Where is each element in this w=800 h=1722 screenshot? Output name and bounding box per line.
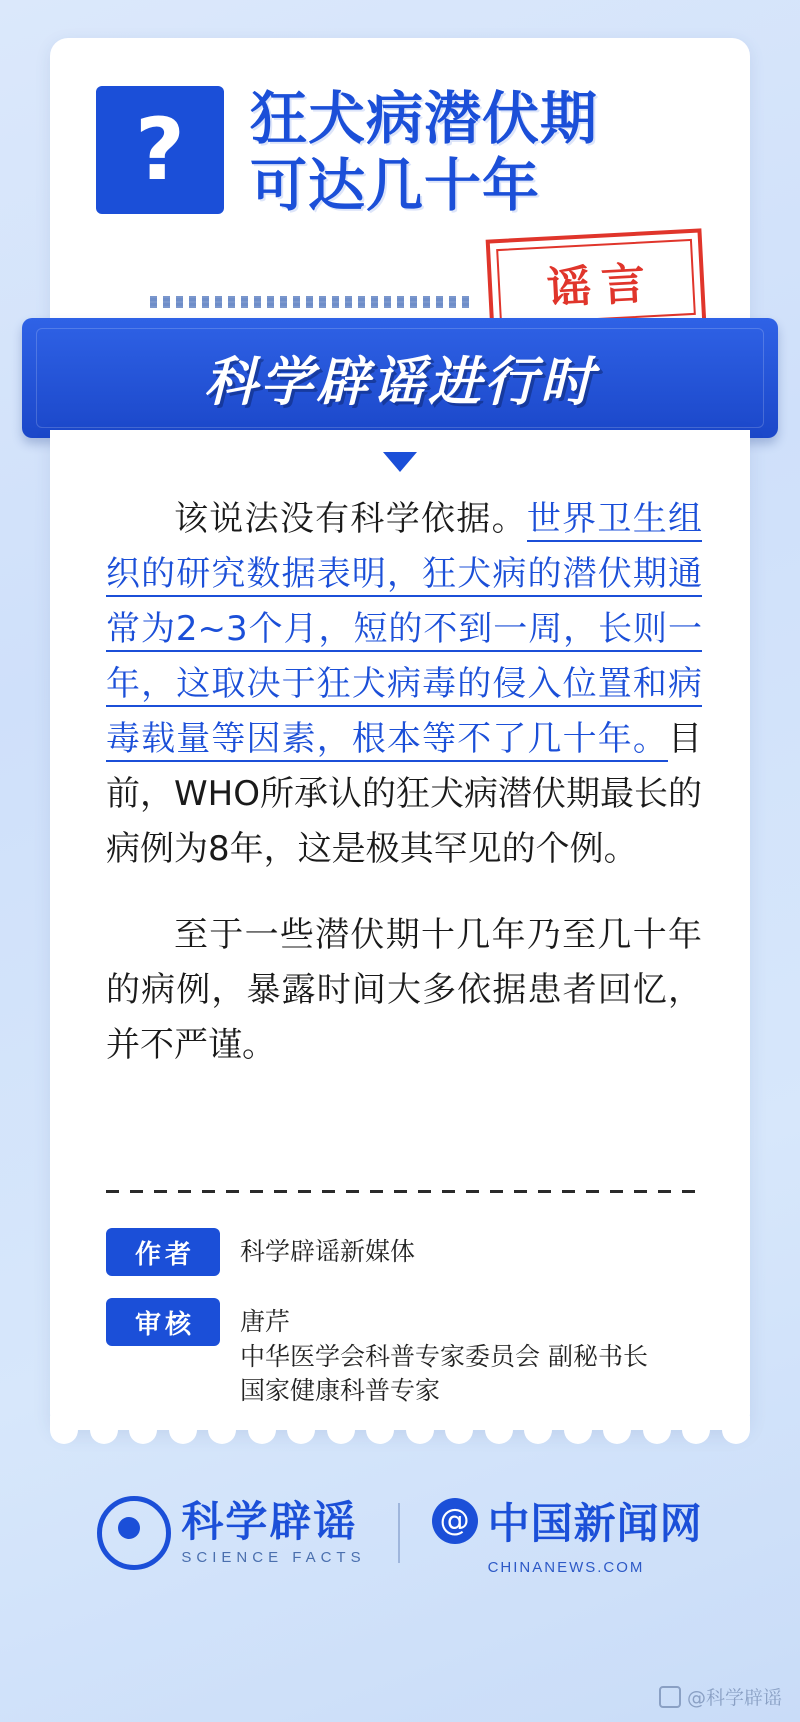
reviewer-title-1: 中华医学会科普专家委员会 副秘书长 [240, 1341, 648, 1371]
page-title-line2: 可达几十年 [250, 153, 540, 220]
banner [22, 318, 778, 438]
notch [366, 1416, 394, 1444]
notch [722, 1416, 750, 1444]
notch [208, 1416, 236, 1444]
ticket-notches [50, 1416, 750, 1444]
notch [169, 1416, 197, 1444]
header-card [50, 38, 750, 338]
triangle-down-icon [383, 452, 417, 472]
reviewer-name: 唐芹 [240, 1307, 291, 1336]
author-tag: 作者 [106, 1228, 220, 1276]
magnifier-icon [97, 1496, 171, 1570]
notch [445, 1416, 473, 1444]
notch [682, 1416, 710, 1444]
reviewer-row [106, 1298, 710, 1409]
question-mark-glyph: ? [135, 100, 185, 200]
science-facts-logo [97, 1496, 365, 1570]
at-sign-icon: @ [432, 1498, 478, 1544]
chinanews-en: CHINANEWS.COM [487, 1558, 645, 1576]
paragraph-1 [106, 492, 702, 878]
science-facts-text [181, 1497, 366, 1566]
notch [327, 1416, 355, 1444]
notch [90, 1416, 118, 1444]
article-body [106, 492, 702, 1103]
author-row [106, 1228, 710, 1276]
paragraph-2: 至于一些潜伏期十几年乃至几十年的病例，暴露时间大多依据患者回忆，并不严谨。 [106, 914, 702, 1065]
notch [643, 1416, 671, 1444]
decorative-dotted-rule [150, 296, 470, 306]
notch [564, 1416, 592, 1444]
notch [287, 1416, 315, 1444]
watermark [659, 1683, 782, 1710]
reviewer-tag: 审核 [106, 1298, 220, 1346]
paragraph-1-highlight: 世界卫生组织的研究数据表明，狂犬病的潜伏期通常为2~3个月，短的不到一周，长则一年，这取决于狂犬病毒的侵入位置和病毒载量等因素，根本等不了几十年。 [106, 499, 702, 762]
paragraph-1-intro: 该说法没有科学依据。 [174, 499, 527, 539]
credits-section [106, 1228, 710, 1431]
dashed-divider [106, 1190, 702, 1193]
banner-label: 科学辟谣进行时 [204, 352, 596, 413]
logo-divider [398, 1503, 400, 1563]
title-row [96, 86, 598, 221]
notch [524, 1416, 552, 1444]
watermark-icon [659, 1686, 681, 1708]
watermark-label: @科学辟谣 [686, 1687, 782, 1709]
banner-background [22, 318, 778, 438]
author-value [240, 1228, 415, 1270]
page-title [250, 86, 598, 221]
author-name: 科学辟谣新媒体 [240, 1237, 416, 1266]
notch [406, 1416, 434, 1444]
reviewer-title-2: 国家健康科普专家 [240, 1376, 441, 1405]
notch [603, 1416, 631, 1444]
rumor-stamp-label: 谣言 [545, 257, 657, 315]
science-facts-cn: 科学辟谣 [181, 1497, 358, 1546]
reviewer-value [240, 1298, 648, 1409]
notch [50, 1416, 78, 1444]
science-facts-en: SCIENCE FACTS [181, 1549, 366, 1566]
chinanews-logo [432, 1491, 703, 1576]
chinanews-cn: 中国新闻网 [487, 1498, 703, 1548]
footer-logos [0, 1478, 800, 1588]
page-title-line1: 狂犬病潜伏期 [250, 86, 598, 152]
content-card [50, 430, 750, 1430]
notch [248, 1416, 276, 1444]
notch [129, 1416, 157, 1444]
notch [485, 1416, 513, 1444]
question-mark-icon [96, 86, 224, 214]
paragraph-1-rest: 目前，WHO所承认的狂犬病潜伏期最长的病例为8年，这是极其罕见的个例。 [106, 719, 702, 870]
chinanews-main [432, 1491, 703, 1551]
